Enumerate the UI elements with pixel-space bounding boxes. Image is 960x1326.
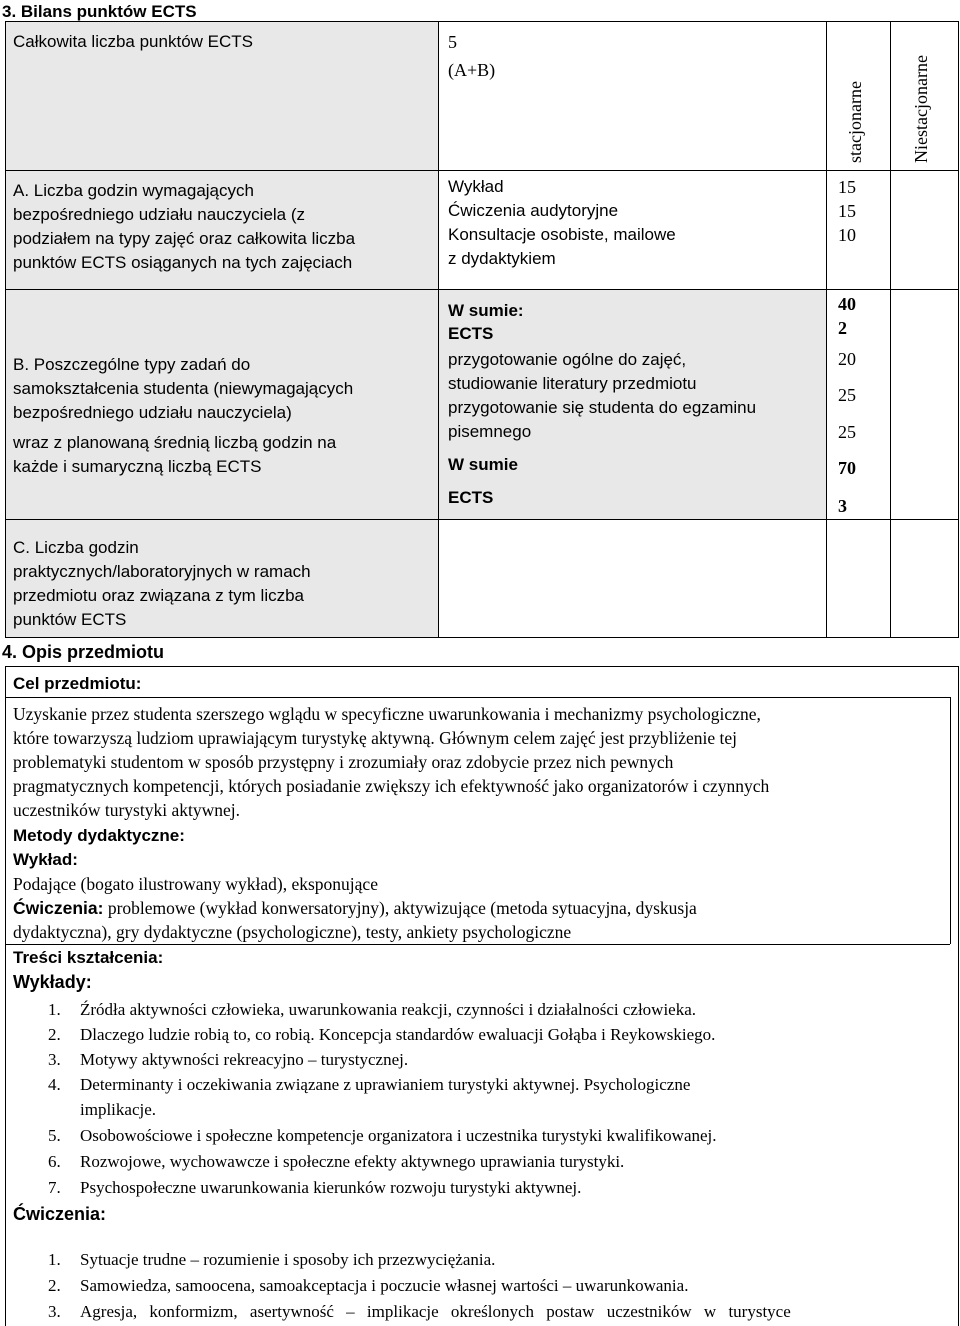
list-item: 4. Determinanty i oczekiwania związane z uprawianiem turystyki aktywnej. Psychologiczne: [48, 1075, 691, 1094]
list-item: 5. Osobowościowe i społeczne kompetencje organizatora i uczestnika turystyki kwalifikowanej.: [48, 1126, 717, 1145]
list-item: 2. Samowiedza, samoocena, samoakceptacja i poczucie własnej wartości – uwarunkowania.: [48, 1276, 689, 1295]
total-ects-value: 5: [448, 32, 457, 52]
list-item: 1. Sytuacje trudne – rozumienie i sposoby ich przezwyciężania.: [48, 1250, 496, 1269]
list-item: 7. Psychospołeczne uwarunkowania kierunków rozwoju turystyki aktywnej.: [48, 1178, 582, 1197]
a-sum-value: 40: [838, 294, 856, 314]
b-ects-label: ECTS: [448, 488, 494, 507]
content-label: Treści kształcenia:: [13, 948, 164, 967]
total-ects-formula: (A+B): [448, 60, 496, 80]
lecture-methods-label: Wykład:: [13, 850, 78, 869]
column-nonstationary: Niestacjonarne: [911, 55, 931, 163]
list-item: 2. Dlaczego ludzie robią to, co robią. Koncepcja standardów ewaluacji Gołąba i Reykowskiego.: [48, 1025, 716, 1044]
methods-label: Metody dydaktyczne:: [13, 826, 185, 845]
a-ects-value: 2: [838, 318, 847, 338]
list-item: 3. Motywy aktywności rekreacyjno – turystycznej.: [48, 1050, 409, 1069]
b-sum-value: 70: [838, 458, 856, 478]
list-item: 3. Agresja, konformizm, asertywność – implikacje określonych postaw uczestników w turystyce: [48, 1302, 791, 1321]
total-ects-label: Całkowita liczba punktów ECTS: [13, 32, 253, 51]
b-ects-value: 3: [838, 496, 847, 516]
list-item: 1. Źródła aktywności człowieka, uwarunkowania reakcji, czynności i działalności człowieka.: [48, 1000, 697, 1019]
section-3-heading: 3. Bilans punktów ECTS: [2, 2, 197, 21]
a-ects-label: ECTS: [448, 324, 494, 343]
lecture-methods: Podające (bogato ilustrowany wykład), eksponujące: [13, 874, 378, 894]
column-stationary: stacjonarne: [845, 81, 865, 163]
exercises-label: Ćwiczenia:: [13, 1204, 107, 1224]
exercise-methods: Ćwiczenia: problemowe (wykład konwersatoryjny), aktywizujące (metoda sytuacyjna, dyskusja: [13, 898, 697, 918]
section-4-heading: 4. Opis przedmiotu: [2, 642, 165, 662]
a-sum-label: W sumie:: [448, 301, 524, 320]
list-item-cont: implikacje.: [80, 1100, 157, 1119]
lectures-label: Wykłady:: [13, 972, 92, 992]
exercise-methods-cont: dydaktyczna), gry dydaktyczne (psychologiczne), testy, ankiety psychologiczne: [13, 922, 572, 942]
list-item: 6. Rozwojowe, wychowawcze i społeczne efekty aktywnego uprawiania turystyki.: [48, 1152, 625, 1171]
b-sum-label: W sumie: [448, 455, 518, 474]
goal-label: Cel przedmiotu:: [13, 674, 142, 693]
